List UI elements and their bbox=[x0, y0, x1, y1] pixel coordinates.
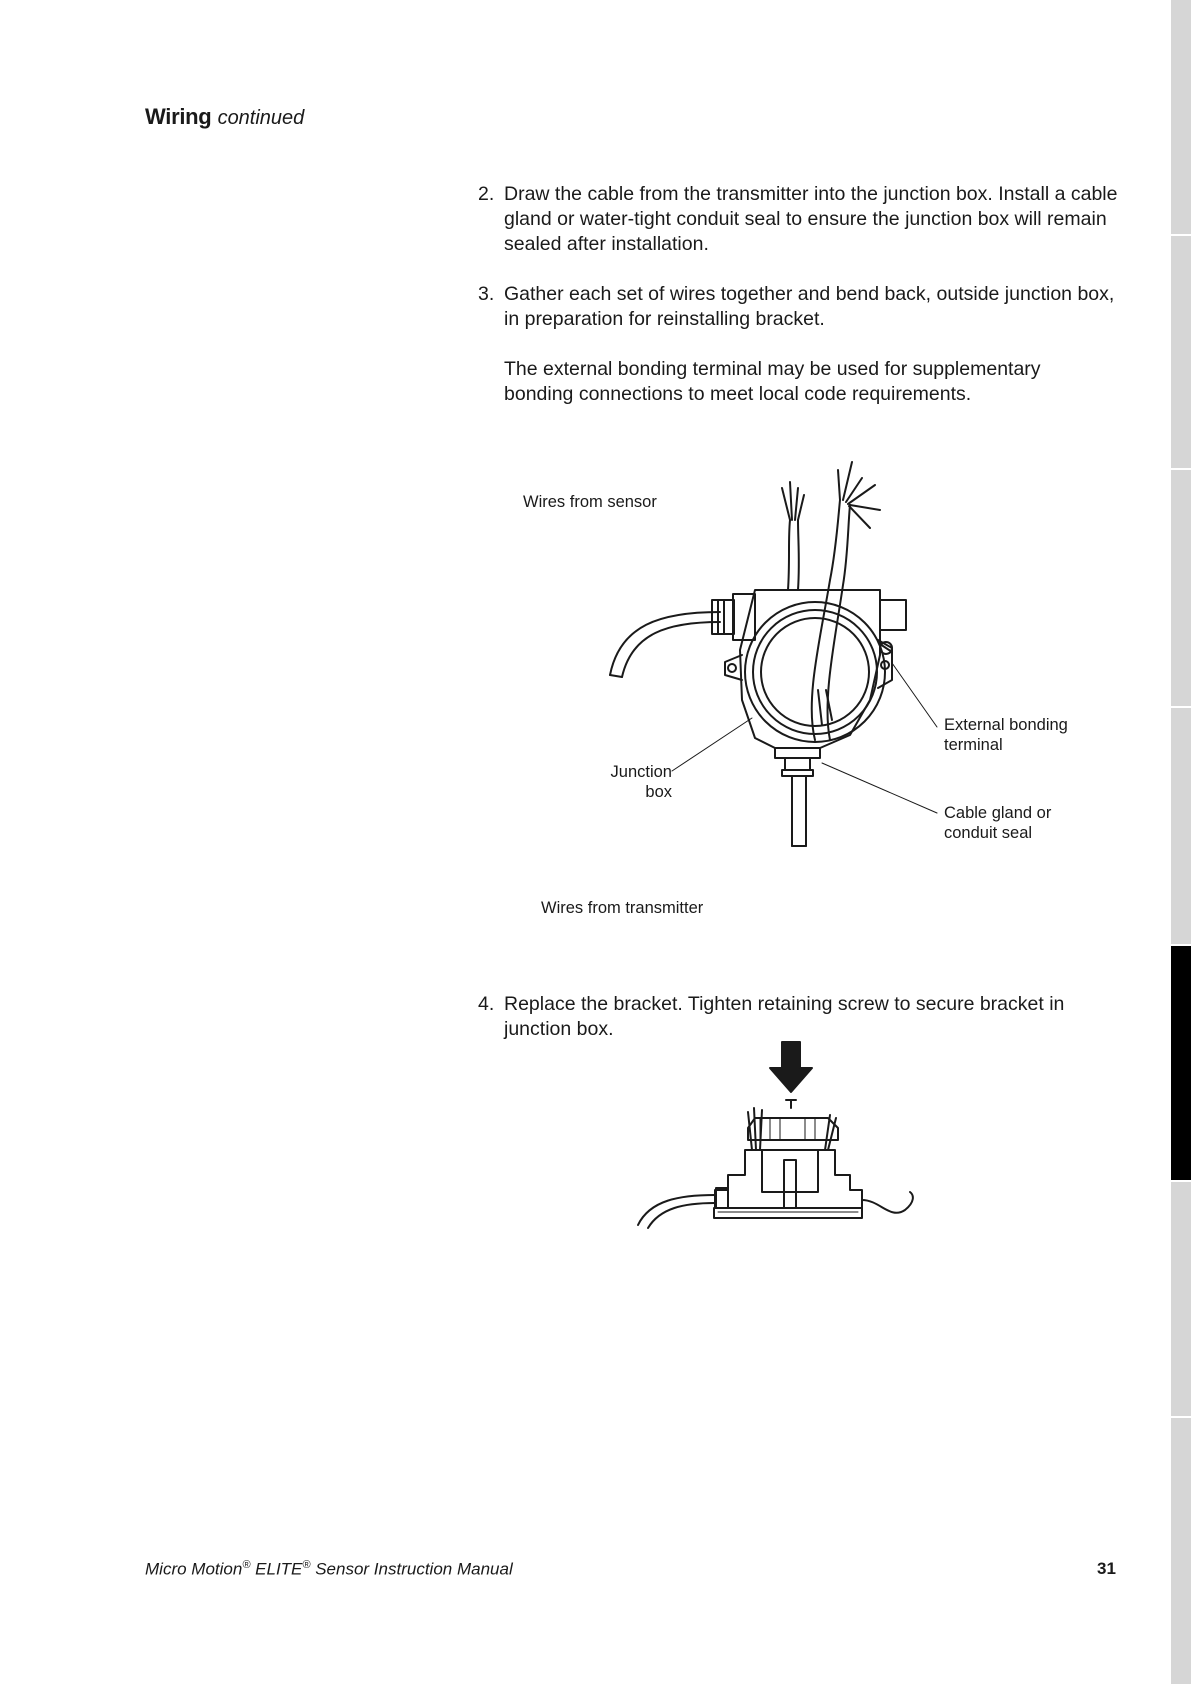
label-line: box bbox=[645, 783, 672, 801]
manual-title bbox=[145, 1559, 513, 1580]
label-line: External bonding bbox=[944, 716, 1068, 734]
step-number: 3. bbox=[478, 283, 495, 305]
chapter-tab[interactable] bbox=[1171, 236, 1191, 470]
heading-subtitle: continued bbox=[217, 107, 305, 129]
chapter-tab[interactable] bbox=[1171, 1418, 1191, 1686]
manual-title-part: Micro Motion bbox=[145, 1559, 243, 1579]
label-line: Cable gland or bbox=[944, 804, 1052, 822]
label-line: Junction bbox=[610, 763, 672, 781]
chapter-tab[interactable] bbox=[1171, 0, 1191, 236]
registered-mark: ® bbox=[302, 1559, 311, 1571]
step-number: 2. bbox=[478, 183, 495, 205]
heading-title: Wiring bbox=[145, 104, 212, 129]
step-text: Draw the cable from the transmitter into the junction box. Install a cable gland or water-tight conduit seal to ensure the junction box will remain sealed after installation. bbox=[504, 183, 1118, 255]
bonding-note: The external bonding terminal may be used for supplementary bonding connections to meet local code requirements. bbox=[504, 358, 1041, 405]
label-wires-from-sensor: Wires from sensor bbox=[523, 493, 657, 511]
chapter-tab-active[interactable] bbox=[1171, 946, 1191, 1182]
chapter-tab[interactable] bbox=[1171, 470, 1191, 708]
junction-box-drawing bbox=[610, 462, 937, 846]
bracket-drawing bbox=[638, 1042, 913, 1228]
chapter-tab[interactable] bbox=[1171, 1182, 1191, 1418]
label-line: conduit seal bbox=[944, 824, 1033, 842]
manual-title-part: Sensor Instruction Manual bbox=[310, 1559, 513, 1579]
step-text: Gather each set of wires together and bend back, outside junction box, in preparation for reinstalling bracket. bbox=[504, 283, 1115, 330]
manual-title-part: ELITE bbox=[250, 1559, 303, 1579]
label-line: terminal bbox=[944, 736, 1003, 754]
step-text: Replace the bracket. Tighten retaining screw to secure bracket in junction box. bbox=[504, 993, 1065, 1040]
step-number: 4. bbox=[478, 993, 495, 1015]
chapter-tabs bbox=[1171, 0, 1191, 1684]
chapter-tab[interactable] bbox=[1171, 708, 1191, 946]
registered-mark: ® bbox=[242, 1559, 251, 1571]
page-number: 31 bbox=[1097, 1559, 1116, 1578]
label-wires-from-transmitter: Wires from transmitter bbox=[541, 899, 704, 917]
